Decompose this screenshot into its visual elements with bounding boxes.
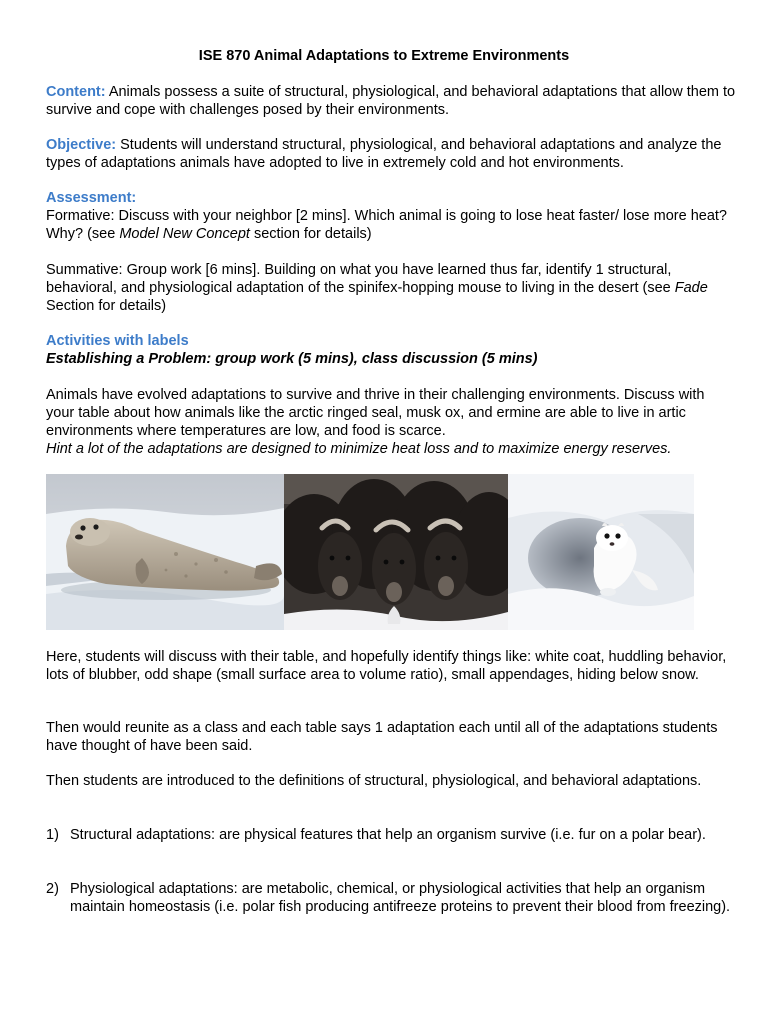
list-text: Physiological adaptations: are metabolic, chemical, or physiological activities that help an organism maintain homeostasis (i.e. polar fish producing antifreeze proteins to prevent their blood from freezing). [70, 881, 731, 915]
activities-paragraph [46, 386, 736, 458]
formative-text-end: section for details) [249, 226, 372, 242]
formative-italic-ref: Model New Concept [119, 226, 250, 242]
discussion-paragraph-1: Here, students will discuss with their table, and hopefully identify things like: white coat, huddling behavior, lots of blubber, odd shape (small surface area to volume ratio), small appendages, hiding below snow. [46, 649, 727, 683]
ermine-photo [508, 474, 694, 630]
discussion-paragraph-3: Then students are introduced to the definitions of structural, physiological, and behavioral adaptations. [46, 773, 702, 789]
content-label: Content: [46, 84, 106, 100]
activities-label: Activities with labels [46, 333, 189, 349]
ringed-seal-photo [46, 474, 284, 630]
document-title: ISE 870 Animal Adaptations to Extreme Environments [198, 48, 570, 64]
list-number: 1) [46, 827, 59, 843]
formative-assessment [46, 207, 736, 243]
assessment-label: Assessment: [46, 190, 137, 206]
list-text: Structural adaptations: are physical features that help an organism survive (i.e. fur on a polar bear). [70, 827, 706, 843]
objective-label: Objective: [46, 137, 117, 153]
discussion-paragraph-2: Then would reunite as a class and each table says 1 adaptation each until all of the adaptations students have thought of have been said. [46, 720, 718, 754]
formative-text-start: Formative: Discuss with your neighbor [2 mins]. Which animal is going to lose heat faster/ lose more heat? Why? (see [46, 208, 727, 242]
summative-assessment [46, 261, 736, 315]
objective-section [46, 136, 736, 172]
summative-italic-ref: Fade [674, 280, 708, 296]
objective-text: Students will understand structural, physiological, and behavioral adaptations and analyze the types of adaptations animals have adopted to live in extremely cold and hot environments. [46, 137, 722, 171]
activities-heading [46, 332, 736, 350]
activities-text: Animals have evolved adaptations to survive and thrive in their challenging environments. Discuss with your table about how animals like the arctic ringed seal, musk ox, and ermine are able to live in artic environments where temperatures are low, and food is scarce. [46, 387, 705, 439]
animal-photos-row [46, 474, 694, 630]
musk-ox-photo [284, 474, 508, 630]
assessment-heading [46, 189, 736, 207]
content-text: Animals possess a suite of structural, physiological, and behavioral adaptations that allow them to survive and cope with challenges posed by their environments. [46, 84, 736, 118]
activities-subheading: Establishing a Problem: group work (5 mins), class discussion (5 mins) [46, 351, 538, 367]
content-section [46, 83, 736, 119]
list-number: 2) [46, 881, 59, 897]
summative-text-start: Summative: Group work [6 mins]. Building on what you have learned thus far, identify 1 structural, behavioral, and physiological adaptation of the spinifex-hopping mouse to living in the desert (see [46, 262, 675, 296]
activities-hint: Hint a lot of the adaptations are designed to minimize heat loss and to maximize energy reserves. [46, 441, 672, 457]
summative-text-end: Section for details) [46, 298, 167, 314]
